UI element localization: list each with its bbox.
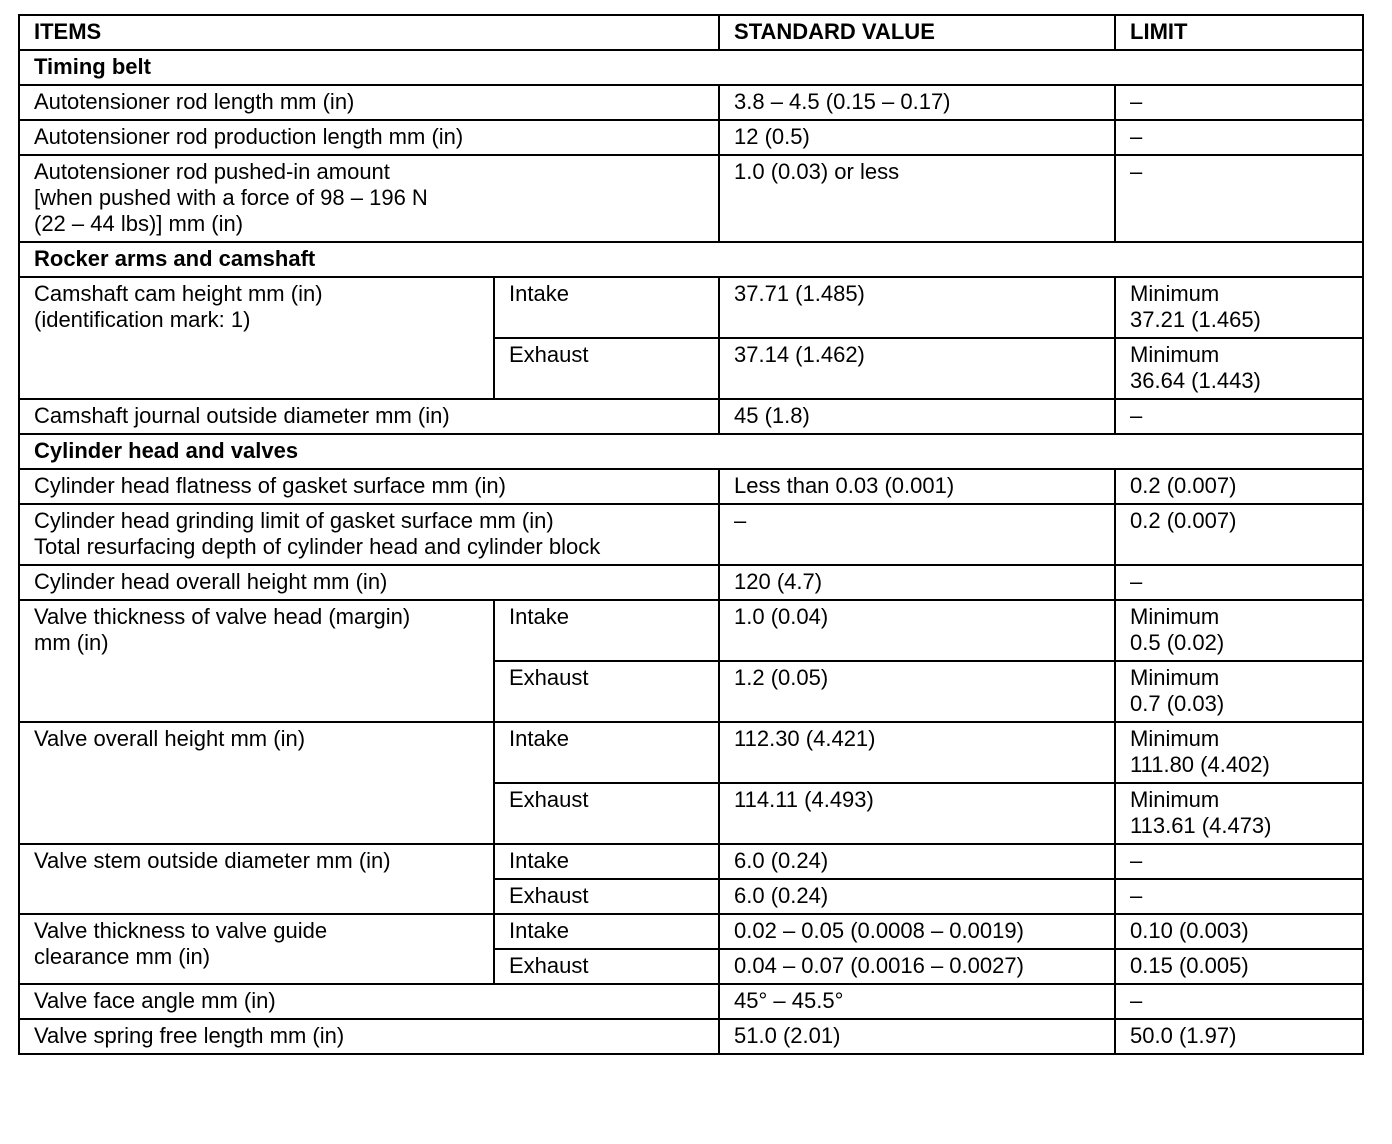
item-cell: Valve overall height mm (in) [19,722,494,844]
section-row [19,434,1363,469]
item-line: clearance mm (in) [34,944,211,969]
limit-cell: – [1115,85,1363,120]
subitem-cell: Exhaust [494,879,719,914]
standard-cell: 114.11 (4.493) [719,783,1115,844]
item-cell: Cylinder head flatness of gasket surface mm (in) [19,469,719,504]
item-line: Camshaft cam height mm (in) [34,281,323,306]
limit-cell: 0.2 (0.007) [1115,504,1363,565]
item-cell [19,914,494,984]
section-row [19,242,1363,277]
limit-label: Minimum [1130,665,1220,690]
subitem-cell: Exhaust [494,338,719,399]
limit-cell [1115,661,1363,722]
table-row [19,914,1363,949]
subitem-cell: Intake [494,914,719,949]
specifications-table [18,14,1364,1055]
table-row [19,565,1363,600]
standard-cell: 45 (1.8) [719,399,1115,434]
limit-cell: 50.0 (1.97) [1115,1019,1363,1054]
limit-cell: – [1115,984,1363,1019]
standard-cell: 112.30 (4.421) [719,722,1115,783]
item-line: mm (in) [34,630,109,655]
item-cell: Autotensioner rod production length mm (in) [19,120,719,155]
standard-cell: 1.2 (0.05) [719,661,1115,722]
limit-cell: – [1115,844,1363,879]
subitem-cell: Intake [494,722,719,783]
item-line: Autotensioner rod pushed-in amount [34,159,390,184]
item-cell [19,600,494,722]
limit-value: 111.80 (4.402) [1130,752,1270,777]
header-limit: LIMIT [1115,15,1363,50]
item-cell: Autotensioner rod length mm (in) [19,85,719,120]
subitem-cell: Exhaust [494,949,719,984]
subitem-cell: Intake [494,600,719,661]
limit-cell: 0.2 (0.007) [1115,469,1363,504]
table-row [19,984,1363,1019]
limit-cell: – [1115,399,1363,434]
section-cylinder-head: Cylinder head and valves [19,434,1363,469]
table-row [19,722,1363,783]
item-cell: Cylinder head overall height mm (in) [19,565,719,600]
item-line: Cylinder head grinding limit of gasket surface mm (in) [34,508,554,533]
standard-cell: – [719,504,1115,565]
limit-value: 113.61 (4.473) [1130,813,1272,838]
item-line: Valve thickness of valve head (margin) [34,604,411,629]
header-items: ITEMS [19,15,719,50]
standard-cell: 6.0 (0.24) [719,879,1115,914]
standard-cell: 0.04 – 0.07 (0.0016 – 0.0027) [719,949,1115,984]
limit-label: Minimum [1130,281,1220,306]
standard-cell: 1.0 (0.03) or less [719,155,1115,242]
section-rocker-arms: Rocker arms and camshaft [19,242,1363,277]
limit-label: Minimum [1130,726,1220,751]
table-row [19,399,1363,434]
standard-cell: 51.0 (2.01) [719,1019,1115,1054]
standard-cell: 120 (4.7) [719,565,1115,600]
limit-cell: – [1115,120,1363,155]
item-line: [when pushed with a force of 98 – 196 N [34,185,428,210]
standard-cell: 37.14 (1.462) [719,338,1115,399]
limit-cell [1115,338,1363,399]
limit-cell [1115,600,1363,661]
limit-cell: 0.10 (0.003) [1115,914,1363,949]
subitem-cell: Exhaust [494,783,719,844]
item-cell [19,504,719,565]
item-cell: Valve stem outside diameter mm (in) [19,844,494,914]
limit-cell: – [1115,565,1363,600]
item-line: (identification mark: 1) [34,307,251,332]
section-timing-belt: Timing belt [19,50,1363,85]
table-row [19,120,1363,155]
item-line: Total resurfacing depth of cylinder head and cylinder block [34,534,601,559]
limit-value: 36.64 (1.443) [1130,368,1261,393]
item-line: (22 – 44 lbs)] mm (in) [34,211,244,236]
table-row [19,600,1363,661]
subitem-cell: Intake [494,844,719,879]
limit-cell [1115,277,1363,338]
header-row [19,15,1363,50]
limit-value: 0.7 (0.03) [1130,691,1225,716]
header-standard-value: STANDARD VALUE [719,15,1115,50]
limit-cell [1115,783,1363,844]
item-line: Valve thickness to valve guide [34,918,328,943]
table-row [19,844,1363,879]
standard-cell: 6.0 (0.24) [719,844,1115,879]
standard-cell: 37.71 (1.485) [719,277,1115,338]
table-row [19,85,1363,120]
table-row [19,469,1363,504]
limit-cell: 0.15 (0.005) [1115,949,1363,984]
standard-cell: 3.8 – 4.5 (0.15 – 0.17) [719,85,1115,120]
limit-label: Minimum [1130,787,1220,812]
item-cell: Valve spring free length mm (in) [19,1019,719,1054]
table-row [19,155,1363,242]
item-cell [19,277,494,399]
item-cell: Valve face angle mm (in) [19,984,719,1019]
item-cell [19,155,719,242]
standard-cell: 45° – 45.5° [719,984,1115,1019]
item-cell: Camshaft journal outside diameter mm (in) [19,399,719,434]
subitem-cell: Exhaust [494,661,719,722]
table-row [19,277,1363,338]
table-row [19,1019,1363,1054]
limit-cell [1115,722,1363,783]
section-row [19,50,1363,85]
table-row [19,504,1363,565]
standard-cell: 1.0 (0.04) [719,600,1115,661]
limit-label: Minimum [1130,342,1220,367]
standard-cell: 12 (0.5) [719,120,1115,155]
limit-cell: – [1115,155,1363,242]
standard-cell: 0.02 – 0.05 (0.0008 – 0.0019) [719,914,1115,949]
limit-value: 0.5 (0.02) [1130,630,1225,655]
limit-cell: – [1115,879,1363,914]
standard-cell: Less than 0.03 (0.001) [719,469,1115,504]
limit-label: Minimum [1130,604,1220,629]
subitem-cell: Intake [494,277,719,338]
limit-value: 37.21 (1.465) [1130,307,1261,332]
